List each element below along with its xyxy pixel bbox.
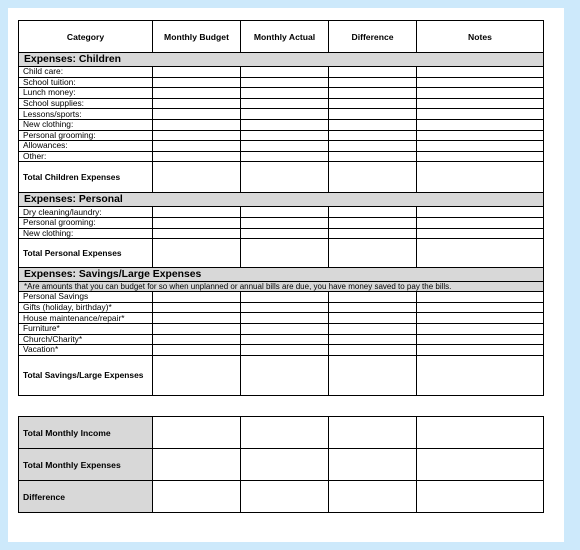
notes-cell[interactable] [417,77,544,88]
row-label: Vacation* [19,345,153,356]
actual-cell[interactable] [241,109,329,120]
row-label: Lunch money: [19,88,153,99]
row-label: School supplies: [19,98,153,109]
actual-cell[interactable] [241,207,329,218]
notes-cell[interactable] [417,239,544,268]
budget-cell[interactable] [153,239,241,268]
actual-cell[interactable] [241,228,329,239]
col-monthly-budget: Monthly Budget [153,21,241,53]
notes-cell[interactable] [417,481,544,513]
table-row [19,67,544,78]
actual-cell[interactable] [241,313,329,324]
difference-cell[interactable] [329,130,417,141]
expense-table [18,20,544,396]
notes-cell[interactable] [417,313,544,324]
difference-cell[interactable] [329,228,417,239]
difference-cell[interactable] [329,355,417,395]
actual-cell[interactable] [241,292,329,303]
total-monthly-income-label: Total Monthly Income [19,417,153,449]
budget-cell[interactable] [153,77,241,88]
actual-cell[interactable] [241,239,329,268]
section-children-header [19,53,544,67]
budget-cell[interactable] [153,481,241,513]
notes-cell[interactable] [417,109,544,120]
notes-cell[interactable] [417,162,544,193]
budget-cell[interactable] [153,302,241,313]
table-row [19,141,544,152]
difference-cell[interactable] [329,151,417,162]
budget-cell[interactable] [153,130,241,141]
difference-cell[interactable] [329,141,417,152]
table-row [19,334,544,345]
total-row [19,162,544,193]
actual-cell[interactable] [241,130,329,141]
budget-cell[interactable] [153,151,241,162]
section-savings-note [19,282,544,292]
budget-cell[interactable] [153,109,241,120]
summary-table [18,416,544,513]
notes-cell[interactable] [417,334,544,345]
difference-cell[interactable] [329,119,417,130]
section-title: Expenses: Children [19,53,544,67]
difference-cell[interactable] [329,217,417,228]
total-row [19,355,544,395]
total-savings-label: Total Savings/Large Expenses [19,355,153,395]
difference-cell[interactable] [329,323,417,334]
budget-cell[interactable] [153,292,241,303]
difference-cell[interactable] [329,292,417,303]
budget-cell[interactable] [153,345,241,356]
row-label: House maintenance/repair* [19,313,153,324]
col-difference: Difference [329,21,417,53]
total-row [19,239,544,268]
table-row [19,323,544,334]
row-label: New clothing: [19,228,153,239]
section-title: Expenses: Savings/Large Expenses [19,268,544,282]
table-row [19,292,544,303]
table-row [19,207,544,218]
notes-cell[interactable] [417,88,544,99]
difference-cell[interactable] [329,67,417,78]
row-label: Personal grooming: [19,130,153,141]
table-row [19,98,544,109]
actual-cell[interactable] [241,119,329,130]
difference-cell[interactable] [329,449,417,481]
table-row [19,130,544,141]
actual-cell[interactable] [241,151,329,162]
difference-cell[interactable] [329,302,417,313]
actual-cell[interactable] [241,481,329,513]
section-title: Expenses: Personal [19,193,544,207]
notes-cell[interactable] [417,345,544,356]
notes-cell[interactable] [417,355,544,395]
difference-cell[interactable] [329,239,417,268]
difference-cell[interactable] [329,334,417,345]
budget-cell[interactable] [153,119,241,130]
actual-cell[interactable] [241,141,329,152]
actual-cell[interactable] [241,162,329,193]
difference-cell[interactable] [329,98,417,109]
actual-cell[interactable] [241,323,329,334]
row-label: Furniture* [19,323,153,334]
col-category: Category [19,21,153,53]
table-row [19,151,544,162]
budget-cell[interactable] [153,207,241,218]
actual-cell[interactable] [241,98,329,109]
row-label: Gifts (holiday, birthday)* [19,302,153,313]
header-row [19,21,544,53]
row-label: Lessons/sports: [19,109,153,120]
notes-cell[interactable] [417,302,544,313]
actual-cell[interactable] [241,345,329,356]
notes-cell[interactable] [417,130,544,141]
budget-cell[interactable] [153,228,241,239]
summary-row [19,417,544,449]
actual-cell[interactable] [241,355,329,395]
budget-cell[interactable] [153,323,241,334]
notes-cell[interactable] [417,207,544,218]
notes-cell[interactable] [417,217,544,228]
notes-cell[interactable] [417,417,544,449]
savings-note-text: *Are amounts that you can budget for so when unplanned or annual bills are due, you have money saved to pay the bills. [19,282,544,292]
notes-cell[interactable] [417,228,544,239]
budget-cell[interactable] [153,141,241,152]
row-label: Personal grooming: [19,217,153,228]
table-row [19,345,544,356]
row-label: Church/Charity* [19,334,153,345]
difference-cell[interactable] [329,417,417,449]
table-row [19,313,544,324]
row-label: Other: [19,151,153,162]
table-row [19,119,544,130]
table-row [19,88,544,99]
table-row [19,302,544,313]
actual-cell[interactable] [241,334,329,345]
budget-cell[interactable] [153,162,241,193]
section-savings-header [19,268,544,282]
difference-cell[interactable] [329,207,417,218]
actual-cell[interactable] [241,417,329,449]
budget-cell[interactable] [153,217,241,228]
summary-row [19,449,544,481]
budget-cell[interactable] [153,67,241,78]
total-personal-label: Total Personal Expenses [19,239,153,268]
row-label: Personal Savings [19,292,153,303]
notes-cell[interactable] [417,323,544,334]
table-row [19,109,544,120]
table-row [19,217,544,228]
row-label: School tuition: [19,77,153,88]
total-monthly-expenses-label: Total Monthly Expenses [19,449,153,481]
notes-cell[interactable] [417,119,544,130]
difference-cell[interactable] [329,162,417,193]
difference-label: Difference [19,481,153,513]
budget-cell[interactable] [153,88,241,99]
actual-cell[interactable] [241,217,329,228]
actual-cell[interactable] [241,302,329,313]
actual-cell[interactable] [241,449,329,481]
difference-cell[interactable] [329,109,417,120]
row-label: Child care: [19,67,153,78]
difference-cell[interactable] [329,345,417,356]
notes-cell[interactable] [417,151,544,162]
notes-cell[interactable] [417,292,544,303]
summary-row [19,481,544,513]
difference-cell[interactable] [329,77,417,88]
notes-cell[interactable] [417,449,544,481]
row-label: Allowances: [19,141,153,152]
col-notes: Notes [417,21,544,53]
budget-cell[interactable] [153,98,241,109]
section-personal-header [19,193,544,207]
table-row [19,228,544,239]
budget-cell[interactable] [153,355,241,395]
notes-cell[interactable] [417,98,544,109]
table-row [19,77,544,88]
difference-cell[interactable] [329,88,417,99]
budget-cell[interactable] [153,449,241,481]
row-label: Dry cleaning/laundry: [19,207,153,218]
budget-cell[interactable] [153,417,241,449]
budget-cell[interactable] [153,334,241,345]
actual-cell[interactable] [241,88,329,99]
row-label: New clothing: [19,119,153,130]
budget-cell[interactable] [153,313,241,324]
total-children-label: Total Children Expenses [19,162,153,193]
col-monthly-actual: Monthly Actual [241,21,329,53]
notes-cell[interactable] [417,67,544,78]
actual-cell[interactable] [241,67,329,78]
difference-cell[interactable] [329,481,417,513]
difference-cell[interactable] [329,313,417,324]
notes-cell[interactable] [417,141,544,152]
actual-cell[interactable] [241,77,329,88]
